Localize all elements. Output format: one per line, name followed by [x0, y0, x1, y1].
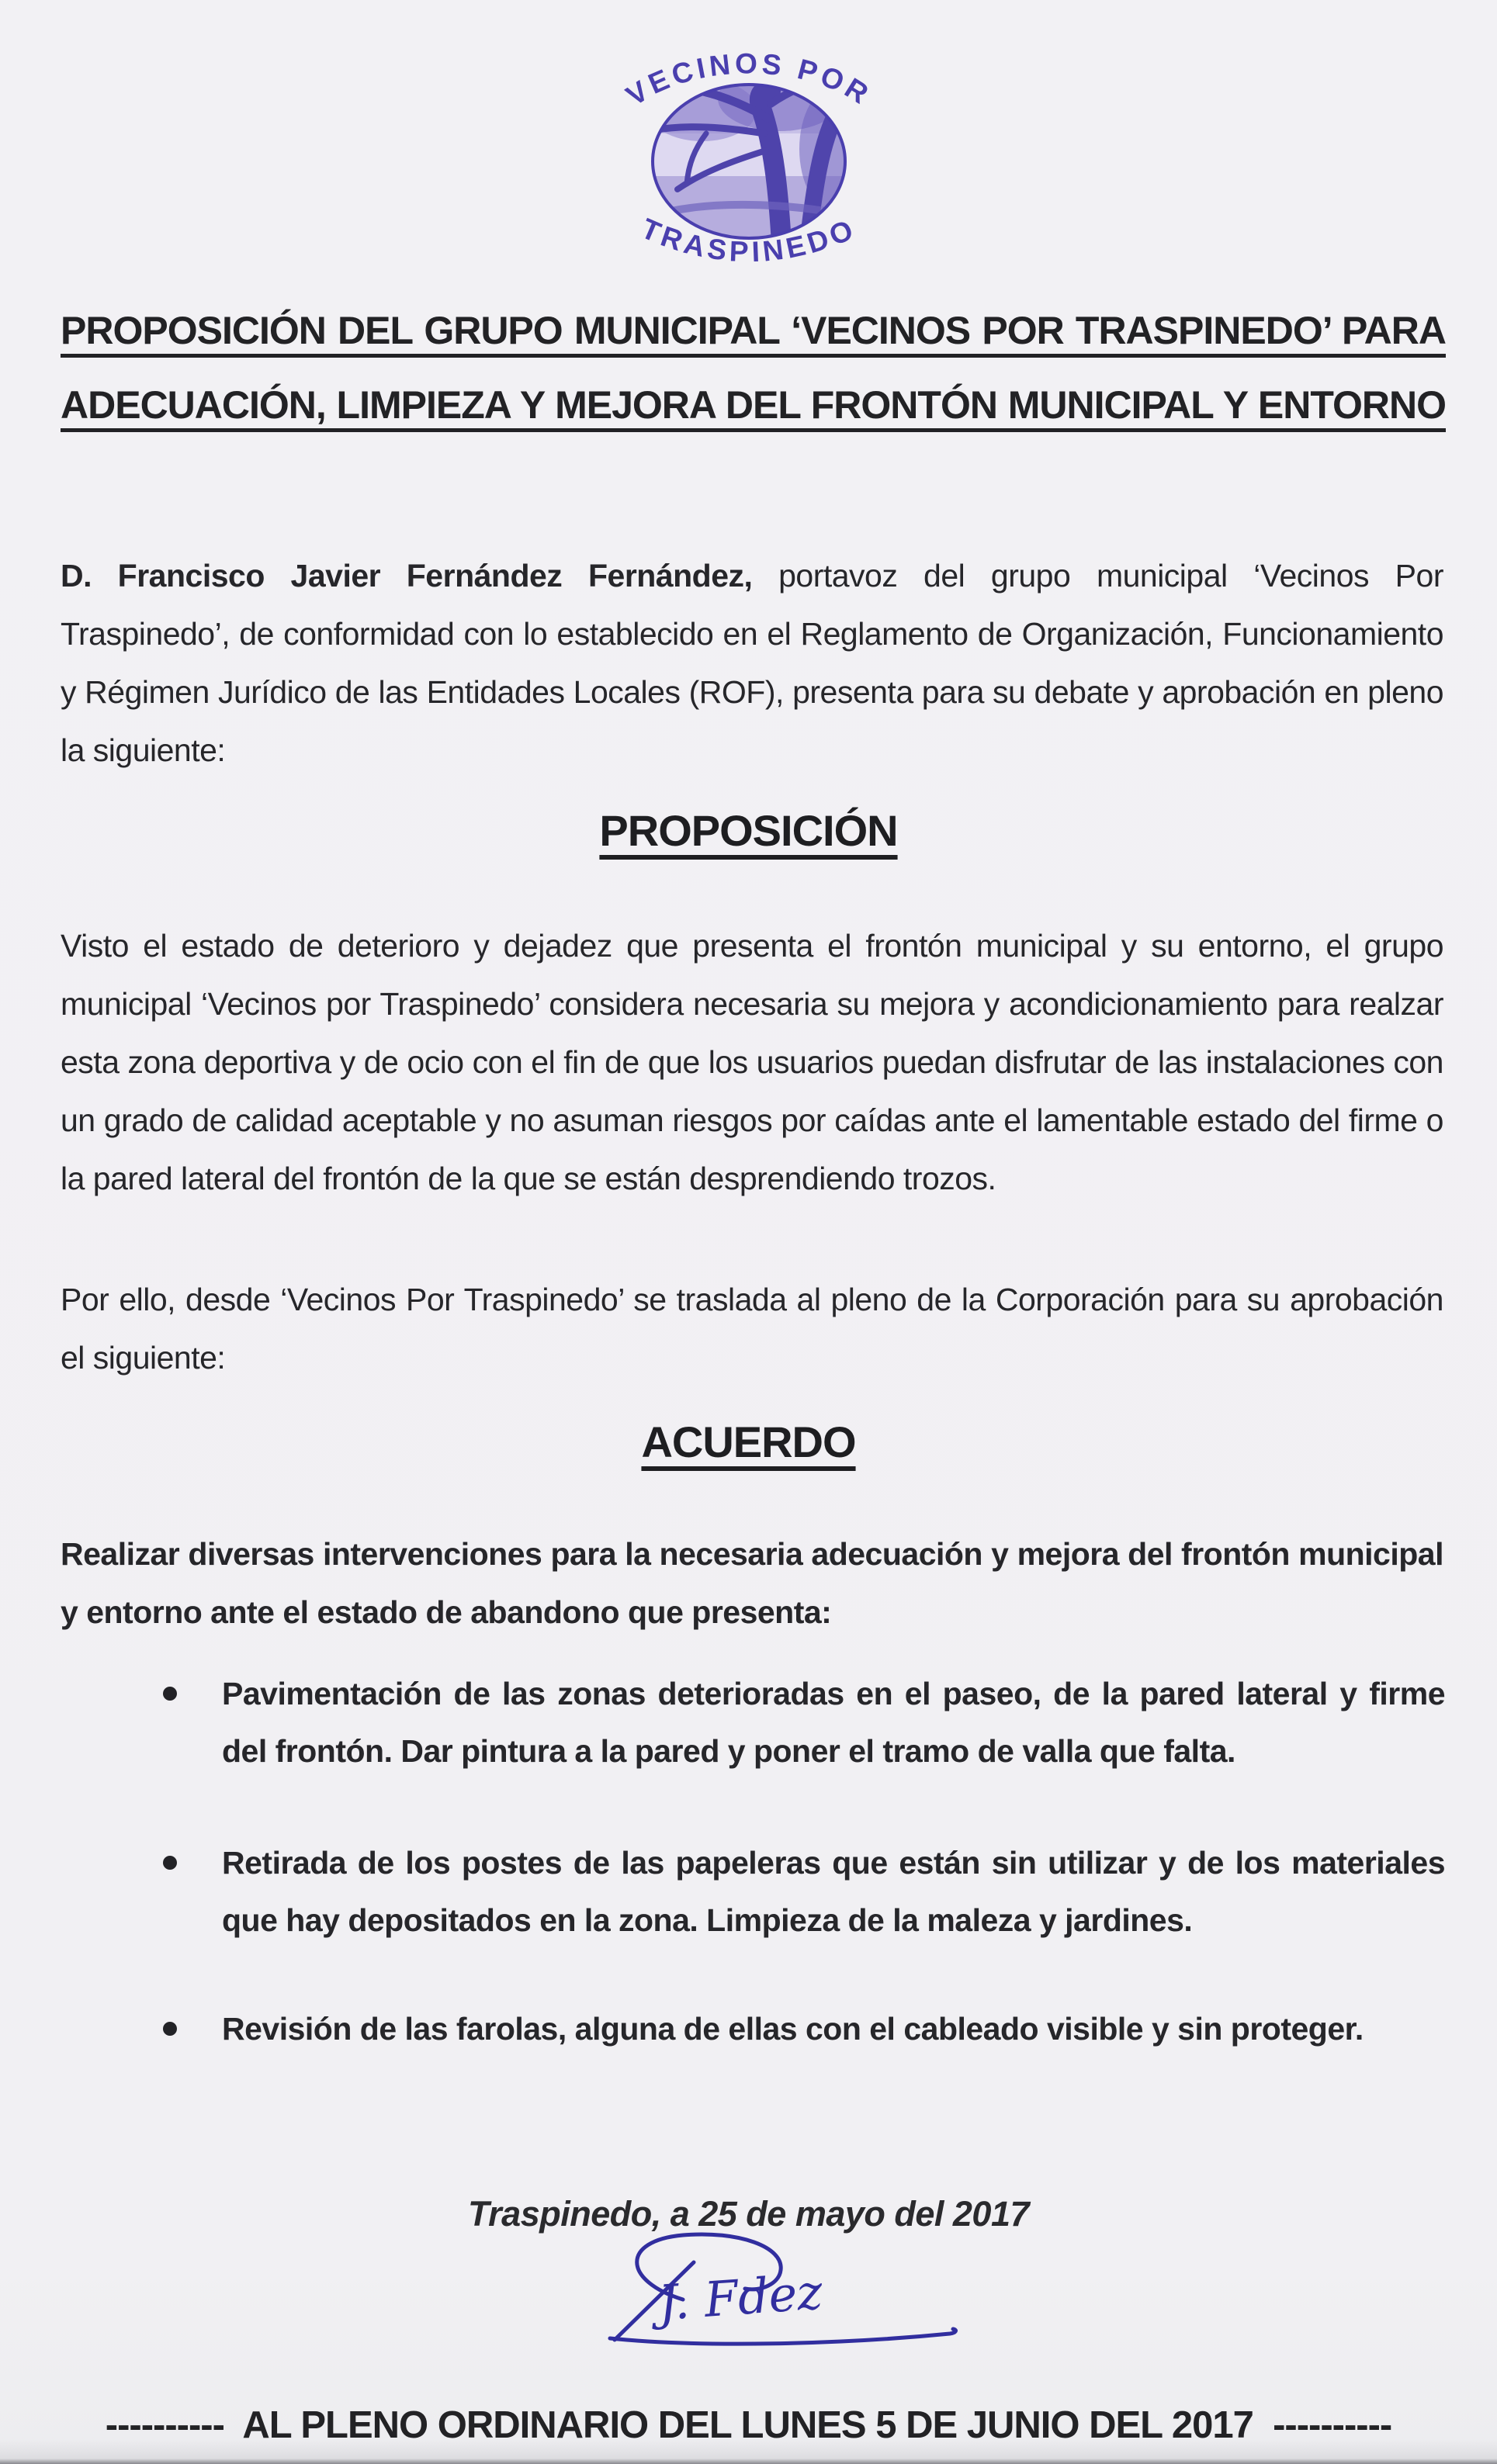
heading-acuerdo-text: ACUERDO	[641, 1417, 856, 1466]
bullet-text-revision: Revisión de las farolas, alguna de ellas con el cableado visible y sin proteger.	[222, 2011, 1364, 2047]
signature-name-text: J. Fdez	[656, 2263, 825, 2331]
bullet-icon	[163, 2022, 222, 2036]
list-item	[163, 2000, 1445, 2057]
proponent-name: D. Francisco Javier Fernández Fernández,	[61, 558, 753, 594]
por-ello-paragraph: Por ello, desde ‘Vecinos Por Traspinedo’ se traslada al pleno de la Corporación para su aprobación el siguiente:	[61, 1282, 1443, 1376]
pleno-ordinario-line: ---------- AL PLENO ORDINARIO DEL LUNES 5 DE JUNIO DEL 2017 ----------	[105, 2404, 1392, 2446]
signature-underline-stroke	[610, 2329, 955, 2344]
document-title-line2: ADECUACIÓN, LIMPIEZA Y MEJORA DEL FRONTÓN MUNICIPAL Y ENTORNO	[61, 383, 1446, 427]
signature	[599, 2228, 987, 2356]
list-item	[163, 1665, 1445, 1780]
date-line: Traspinedo, a 25 de mayo del 2017	[467, 2194, 1029, 2234]
heading-proposicion-text: PROPOSICIÓN	[599, 806, 898, 855]
intro-paragraph-text: portavoz del grupo municipal ‘Vecinos Por Traspinedo’, de conformidad con lo establecido en el Reglamento de Organización, Funcionamiento y Régimen Jurídico de las Entidades Locales (ROF), presenta para su debate y aprobación en pleno la siguiente:	[61, 558, 1443, 768]
bullet-icon	[163, 1856, 222, 1870]
stamp-bottom-arc-text: TRASPINEDO	[636, 212, 861, 268]
visto-paragraph: Visto el estado de deterioro y dejadez que presenta el frontón municipal y su entorno, el grupo municipal ‘Vecinos por Traspinedo’ considera necesaria su mejora y acondicionamiento para realzar esta zona deportiva y de ocio con el fin de que los usuarios puedan disfrutar de las instalaciones con un grado de calidad aceptable y no asuman riesgos por caídas ante el lamentable estado del firme o la pared lateral del frontón de la que se están desprendiendo trozos.	[61, 928, 1443, 1196]
document-title	[61, 293, 1446, 442]
realizar-paragraph: Realizar diversas intervenciones para la necesaria adecuación y mejora del frontón municipal y entorno ante el estado de abandono que presenta:	[61, 1536, 1443, 1630]
list-item	[163, 1834, 1445, 1949]
bullet-text-pavimentacion: Pavimentación de las zonas deterioradas en el paseo, de la pared lateral y firme del frontón. Dar pintura a la pared y poner el tramo de valla que falta.	[222, 1676, 1445, 1769]
scan-bottom-edge	[0, 2459, 1497, 2464]
bullet-text-retirada: Retirada de los postes de las papeleras que están sin utilizar y de los materiales que hay depositados en la zona. Limpieza de la maleza y jardines.	[222, 1845, 1445, 1938]
stamp-top-arc-text: VECINOS POR	[620, 47, 877, 112]
intro-paragraph	[61, 547, 1443, 780]
signature-graphic	[599, 2228, 987, 2352]
heading-proposicion	[0, 805, 1497, 856]
document-title-line1: PROPOSICIÓN DEL GRUPO MUNICIPAL ‘VECINOS POR TRASPINEDO’ PARA	[61, 309, 1446, 352]
bullet-icon	[163, 1687, 222, 1701]
stamp-logo-graphic	[578, 17, 920, 278]
vecinos-por-traspinedo-stamp	[578, 17, 920, 282]
heading-acuerdo	[0, 1417, 1497, 1467]
